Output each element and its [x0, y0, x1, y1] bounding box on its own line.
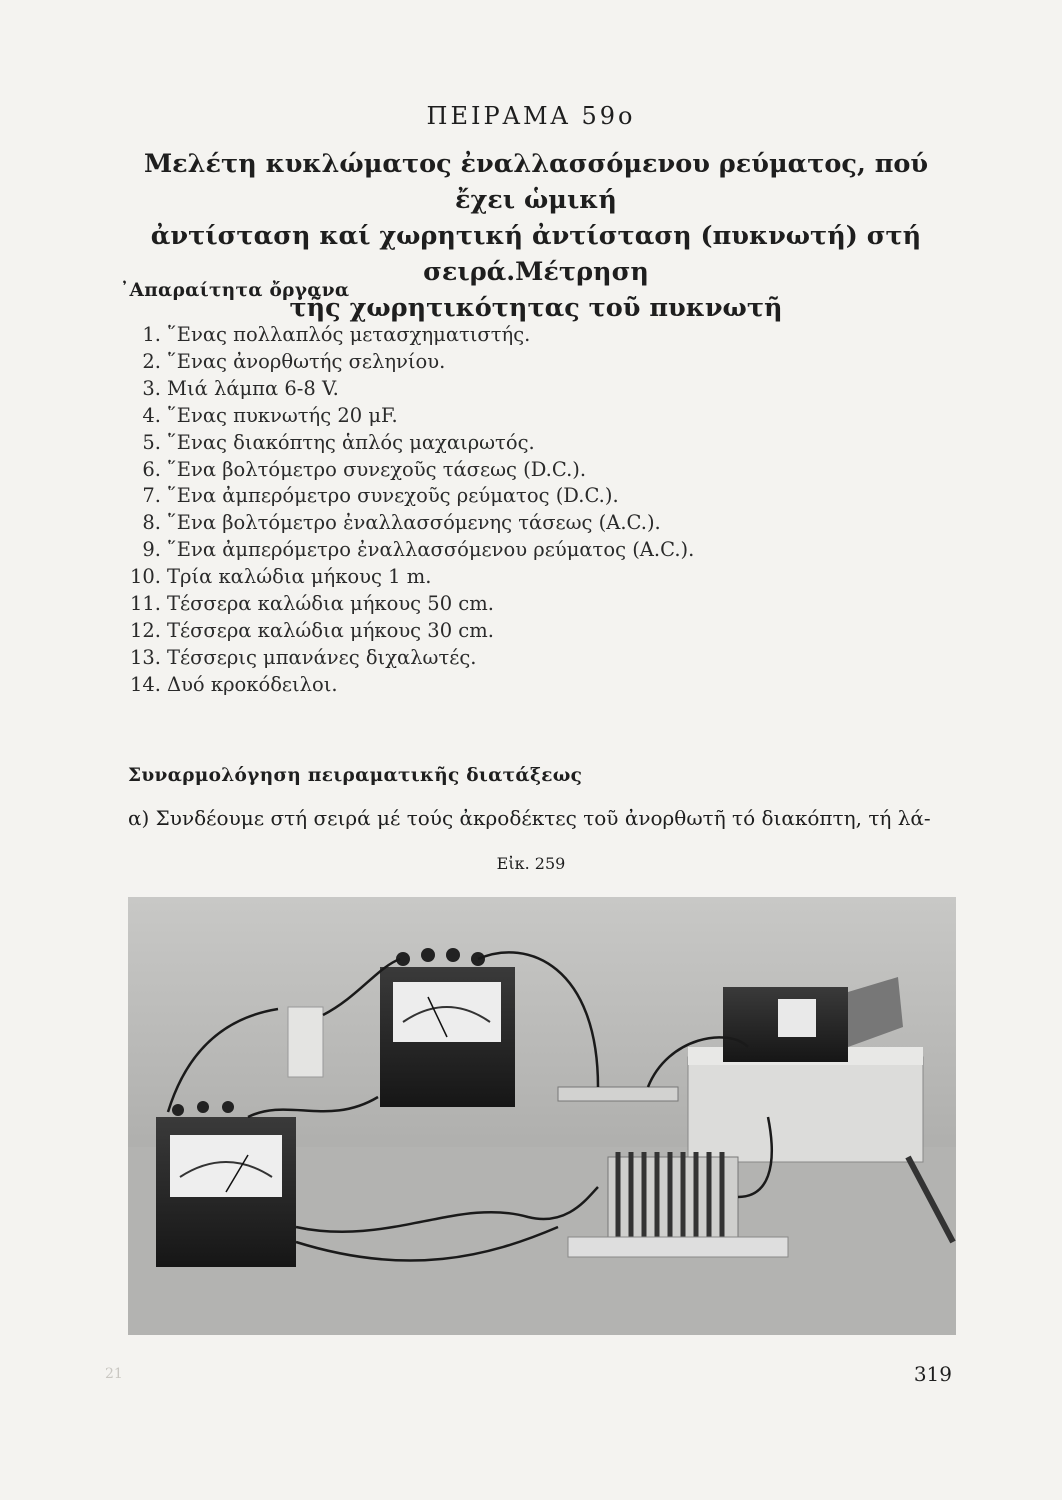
- item-text: Τέσσερα καλώδια μήκους 50 cm.: [167, 592, 494, 616]
- item-text: ῞Ενα ἀμπερόμετρο ἐναλλασσόμενου ρεύματος (A.C.).: [167, 538, 695, 562]
- item-text: Τέσσερα καλώδια μήκους 30 cm.: [167, 618, 494, 642]
- item-text: ῞Ενα βολτόμετρο ἐναλλασσόμενης τάσεως (A.C.).: [167, 511, 661, 535]
- instruments-heading: ᾿Απαραίτητα ὄργανα: [120, 280, 350, 301]
- list-item: [120, 618, 880, 645]
- list-item: [120, 564, 880, 591]
- item-text: Δυό κροκόδειλοι.: [167, 672, 338, 696]
- item-number: 11.: [129, 592, 161, 616]
- item-number: 5.: [142, 430, 161, 454]
- item-number: 13.: [129, 645, 161, 669]
- title-line-2: ἀντίσταση καί χωρητική ἀντίσταση (πυκνωτή) στή σειρά.Μέτρηση: [150, 221, 922, 287]
- list-item: [120, 483, 880, 510]
- item-number: 4.: [142, 403, 161, 427]
- voltmeter-center: [380, 948, 515, 1107]
- title-line-1: Μελέτη κυκλώματος ἐναλλασσόμενου ρεύματος, πού ἔχει ὡμική: [143, 149, 929, 215]
- item-number: 7.: [142, 484, 161, 508]
- list-item: [120, 645, 880, 672]
- list-item: [120, 537, 880, 564]
- list-item: [120, 376, 880, 403]
- item-text: ῞Ενας πυκνωτής 20 μF.: [167, 403, 398, 427]
- item-number: 12.: [129, 618, 161, 642]
- item-text: Τέσσερις μπανάνες διχαλωτές.: [167, 645, 477, 669]
- list-item: [120, 430, 880, 457]
- signature-mark: 21: [105, 1366, 123, 1382]
- instruments-list: [120, 322, 880, 699]
- page-number: 319: [913, 1362, 952, 1386]
- item-text: ῞Ενας πολλαπλός μετασχηματιστής.: [167, 323, 531, 346]
- assembly-step-a: α) Συνδέουμε στή σειρά μέ τούς ἀκροδέκτες τοῦ ἀνορθωτῆ τό διακόπτη, τή λά-: [128, 806, 931, 830]
- item-text: ῞Ενα βολτόμετρο συνεχοῦς τάσεως (D.C.).: [167, 457, 587, 481]
- list-item: [120, 322, 880, 349]
- list-item: [120, 672, 880, 699]
- list-item: [120, 403, 880, 430]
- apparatus-illustration: [128, 897, 956, 1335]
- list-item: [120, 591, 880, 618]
- item-text: Τρία καλώδια μήκους 1 m.: [167, 565, 432, 589]
- item-text: ῞Ενα ἀμπερόμετρο συνεχοῦς ρεύματος (D.C.).: [167, 484, 619, 508]
- experiment-photo: [128, 897, 956, 1335]
- item-text: ῞Ενας διακόπτης ἁπλός μαχαιρωτός.: [167, 430, 535, 454]
- list-item: [120, 457, 880, 484]
- experiment-number: ΠΕΙΡΑΜΑ 59ο: [426, 102, 636, 130]
- item-number: 8.: [142, 511, 161, 535]
- item-number: 14.: [129, 672, 161, 696]
- figure-caption: Εἰκ. 259: [496, 854, 566, 873]
- item-text: ῞Ενας ἀνορθωτής σεληνίου.: [167, 349, 446, 373]
- item-number: 10.: [129, 565, 161, 589]
- item-text: Μιά λάμπα 6-8 V.: [167, 376, 339, 400]
- item-number: 2.: [142, 349, 161, 373]
- title-line-3: τῆς χωρητικότητας τοῦ πυκνωτῆ: [289, 293, 783, 323]
- assembly-heading: Συναρμολόγηση πειραματικῆς διατάξεως: [128, 765, 583, 786]
- ammeter-left: [156, 1101, 296, 1267]
- item-number: 1.: [142, 323, 161, 346]
- item-number: 3.: [142, 376, 161, 400]
- list-item: [120, 349, 880, 376]
- item-number: 6.: [142, 457, 161, 481]
- list-item: [120, 510, 880, 537]
- item-number: 9.: [142, 538, 161, 562]
